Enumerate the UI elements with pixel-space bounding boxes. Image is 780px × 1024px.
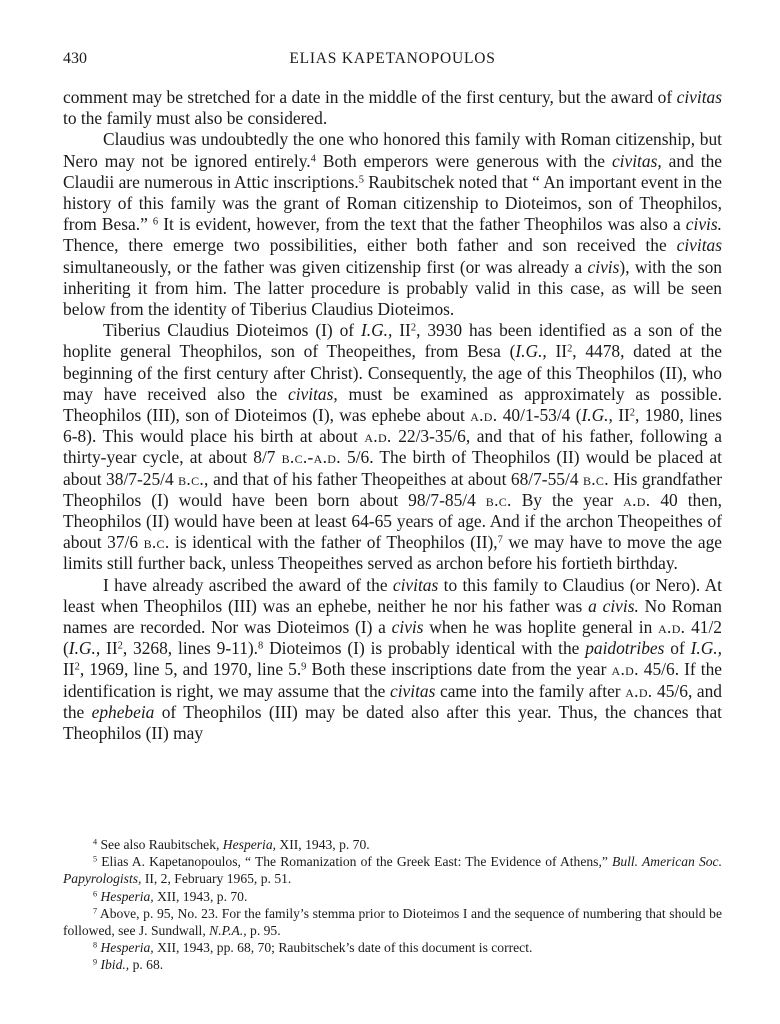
footnote-ref-4: 4 [310,152,316,164]
footnote-8: $^8$ Hesperia, XII, 1943, pp. 68, 70; Raubitschek’s date of this document is correct. [93,940,533,956]
footnote-5: $^5$ Elias A. Kapetanopoulos, “ The Romanization of the Greek East: The Evidence of Athens,” Bull. American Soc. Papyrologists, II, 2, February 1965, p. 51. [63,854,722,887]
footnote-6: $^6$ Hesperia, XII, 1943, p. 70. [93,888,248,904]
body-text [63,87,722,744]
footnote-9: $^9$ Ibid., p. 68. [93,957,164,973]
footnote-ref-9: 9 [301,661,307,673]
footnote-7: $^7$ Above, p. 95, No. 23. For the family’s stemma prior to Dioteimos I and the sequence of numbering that should be followed, see J. Sundwall, N.P.A., p. 95. [63,905,722,939]
paragraph-4: I have already ascribed the award of the civitas to this family to Claudius (or Nero). At least when Theophilos (III) was an ephebe, neither he nor his father was a civis. No Roman names are recorded. Nor was Dioteimos (I) a civis when he was hoplite general in a.d. 41/2 (I.G., $II^2$, 3268, lines 9-11).$^8$ Dioteimos (I) is probably identical with the paidotribes of I.G., $II^2$, 1969, line 5, and 1970, line 5.$^9$ Both these inscriptions date from the year a.d. 45/6. If the identification is right, we may assume that the civitas came into the family after a.d. 45/6, and the ephebeia of Theophilos (III) may be dated also after this year. Thus, the chances that Theophilos (II) may [63,574,723,744]
paragraph-1: comment may be stretched for a date in the middle of the first century, but the award of civitas to the family must also be considered. [63,87,722,129]
footnotes [63,836,722,974]
paragraph-3: Tiberius Claudius Dioteimos (I) of I.G., $II^2$, 3930 has been identified as a son of the hoplite general Theophilos, son of Theopeithes, from Besa (I.G., $II^2$, 4478, dated at the beginning of the first century after Christ). Consequently, the age of this Theophilos (II), who may have received also the civitas, must be examined as approximately as possible. Theophilos (III), son of Dioteimos (I), was ephebe about a.d. 40/1-53/4 (I.G., $II^2$, 1980, lines 6-8). This would place his birth at about a.d. 22/3-35/6, and that of his father, following a thirty-year cycle, at about 8/7 b.c.-a.d. 5/6. The birth of Theophilos (II) would be placed at about 38/7-25/4 b.c., and that of his father Theopeithes at about 68/7-55/4 b.c. His grandfather Theophilos (I) would have been born about 98/7-85/4 b.c. By the year a.d. 40 then, Theophilos (II) would have been at least 64-65 years of age. And if the archon Theopeithes of about 37/6 b.c. is identical with the father of Theophilos (II),$^7$ we may have to move the age limits still further back, unless Theopeithes served as archon before his fortieth birthday. [63,320,723,574]
running-head: ELIAS KAPETANOPOULOS [289,50,496,67]
paragraph-2: Claudius was undoubtedly the one who honored this family with Roman citizenship, but Nero may not be ignored entirely.$^4$ Both emperors were generous with the civitas, and the Claudii are numerous in Attic inscriptions.$^5$ Raubitschek noted that “ An important event in the history of this family was the grant of Roman citizenship to Dioteimos, son of Theophilos, from Besa.” $^6$ It is evident, however, from the text that the father Theophilos was also a civis. Thence, there emerge two possibilities, either both father and son received the civitas simultaneously, or the father was given citizenship first (or was already a civis), with the son inheriting it from him. The latter procedure is probably valid in this case, as will be seen below from the identity of Tiberius Claudius Dioteimos. [63,129,723,320]
footnote-4: $^4$ See also Raubitschek, Hesperia, XII, 1943, p. 70. [93,837,370,852]
footnote-ref-8: 8 [258,640,264,652]
page-number: 430 [63,50,87,67]
footnote-ref-7: 7 [497,534,503,546]
footnote-ref-6: 6 [152,216,159,228]
footnote-ref-5: 5 [358,174,364,186]
page-header [63,50,722,72]
